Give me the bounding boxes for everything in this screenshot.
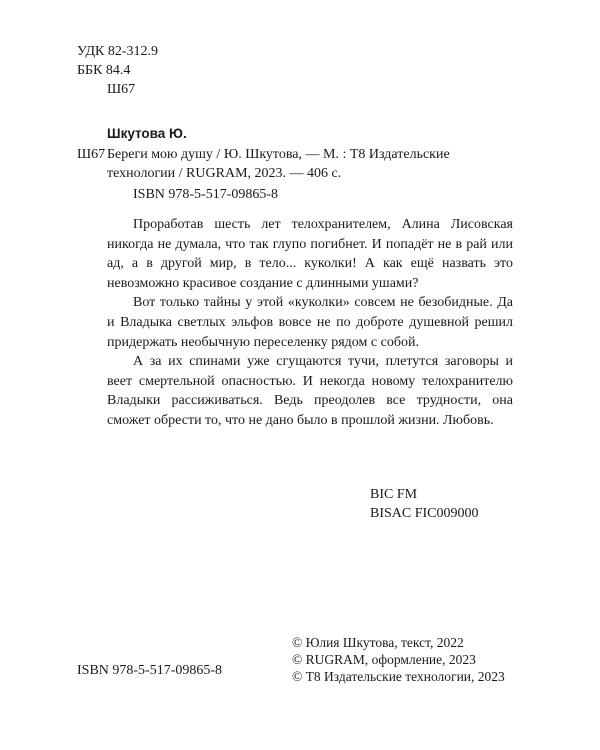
bbk-code: ББК 84.4 [77,63,131,78]
record-author-sign: Ш67 [77,147,106,162]
author-sign-code: Ш67 [107,82,136,97]
bisac-code: BISAC FIC009000 [370,506,479,521]
annotation [107,215,513,431]
bic-code: BIC FM [370,487,418,502]
copyright-line: © Т8 Издательские технологии, 2023 [292,669,505,684]
author-heading: Шкутова Ю. [107,126,187,141]
bottom-isbn: ISBN 978-5-517-09865-8 [77,663,223,678]
copyright-line: © RUGRAM, оформление, 2023 [292,652,476,667]
record-description-line-1: Береги мою душу / Ю. Шкутова, — М. : Т8 Издательские [107,147,450,162]
annotation-paragraph: А за их спинами уже сгущаются тучи, плетутся заговоры и веет смертельной опасностью. И некогда новому телохранителю Владыки рассиживаться. Ведь преодолев все трудности, она сможет обрести то, что не дано было в прошлой жизни. Любовь. [107,354,513,428]
annotation-paragraph: Проработав шесть лет телохранителем, Алина Лисовская никогда не думала, что так глупо погибнет. И попадёт не в рай или ад, а в другой мир, в тело... куколки! А как ещё назвать это невозможно красивое создание с длинными ушами? [107,217,513,291]
copyright-line: © Юлия Шкутова, текст, 2022 [292,635,464,650]
record-description-line-2: технологии / RUGRAM, 2023. — 406 с. [107,166,342,181]
annotation-paragraph: Вот только тайны у этой «куколки» совсем не безобидные. Да и Владыка светлых эльфов вовсе не по доброте душевной решил придержать необычную переселенку рядом с собой. [107,295,513,350]
udk-code: УДК 82-312.9 [77,44,159,59]
record-isbn: ISBN 978-5-517-09865-8 [133,187,279,202]
